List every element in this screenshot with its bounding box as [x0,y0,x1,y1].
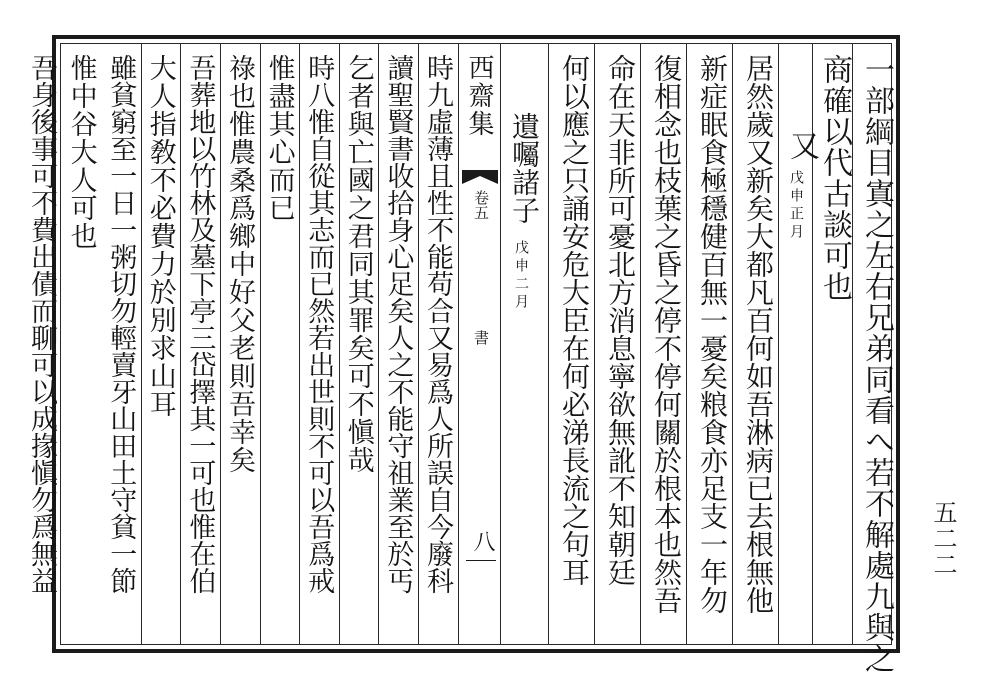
page-number: 五二二 [929,500,957,578]
folio-number: 八 [470,530,495,552]
letter-heading: 又 [784,130,819,160]
text-column: 乞者與亡國之君同其罪矣可不愼哉 [342,54,374,474]
text-column: 時八惟自從其志而已然若出世則不可以吾爲戒 [303,54,335,594]
date-note: 戊申二月 [513,240,529,312]
text-column: 新症眠食極穩健百無一憂矣粮食亦足支一年勿 [696,54,729,614]
text-column: 吾葬地以竹林及墓下亭三岱擇其一可也惟在伯 [184,54,216,594]
text-column: 大人指敎不必費力於別求山耳 [144,54,176,418]
column-rule [458,43,459,645]
text-column: 命在天非所可憂北方消息寧欲無訛不知朝廷 [604,54,637,586]
text-column: 惟盡其心而已 [263,54,295,222]
text-column: 惟中谷大人可也 [65,54,97,250]
text-column: 時九虛薄且性不能苟合又易爲人所誤自今廢科 [422,54,453,594]
letter-heading: 遺囑諸子 [508,112,541,224]
column-rule [548,43,549,645]
text-column: 商確以代古談可也 [817,54,852,302]
column-rule [778,43,779,645]
column-rule [594,43,595,645]
text-column: 讀聖賢書收拾身心足矣人之不能守祖業至於丐 [382,54,414,594]
text-column: 一部綱目寘之左右兄弟同看へ若不解處九與之 [859,54,894,674]
column-rule [686,43,687,645]
text-column: 祿也惟農桑爲鄉中好父老則吾幸矣 [224,54,255,474]
book-title: 西齋集 [464,54,494,138]
column-rule [640,43,641,645]
column-rule [732,43,733,645]
column-rule [500,43,501,645]
text-column: 雖貧窮至一日一粥切勿輕賣牙山田土守貧一節 [105,54,137,594]
date-note: 戊申正月 [788,170,804,242]
section-kind: 書 [472,330,490,345]
text-column: 吾身後事可不費出債而聊可以成掾愼勿爲無益 [26,54,57,594]
text-column: 復相念也枝葉之昏之停不停何關於根本也然吾 [650,54,683,614]
text-column: 何以應之只誦安危大臣在何必涕長流之句耳 [558,54,591,586]
text-column: 居然歲又新矣大都凡百何如吾淋病已去根無他 [742,54,775,614]
fishtail-mark-icon [462,170,498,184]
volume-label: 卷五 [472,190,490,220]
folio-rule [466,560,496,561]
